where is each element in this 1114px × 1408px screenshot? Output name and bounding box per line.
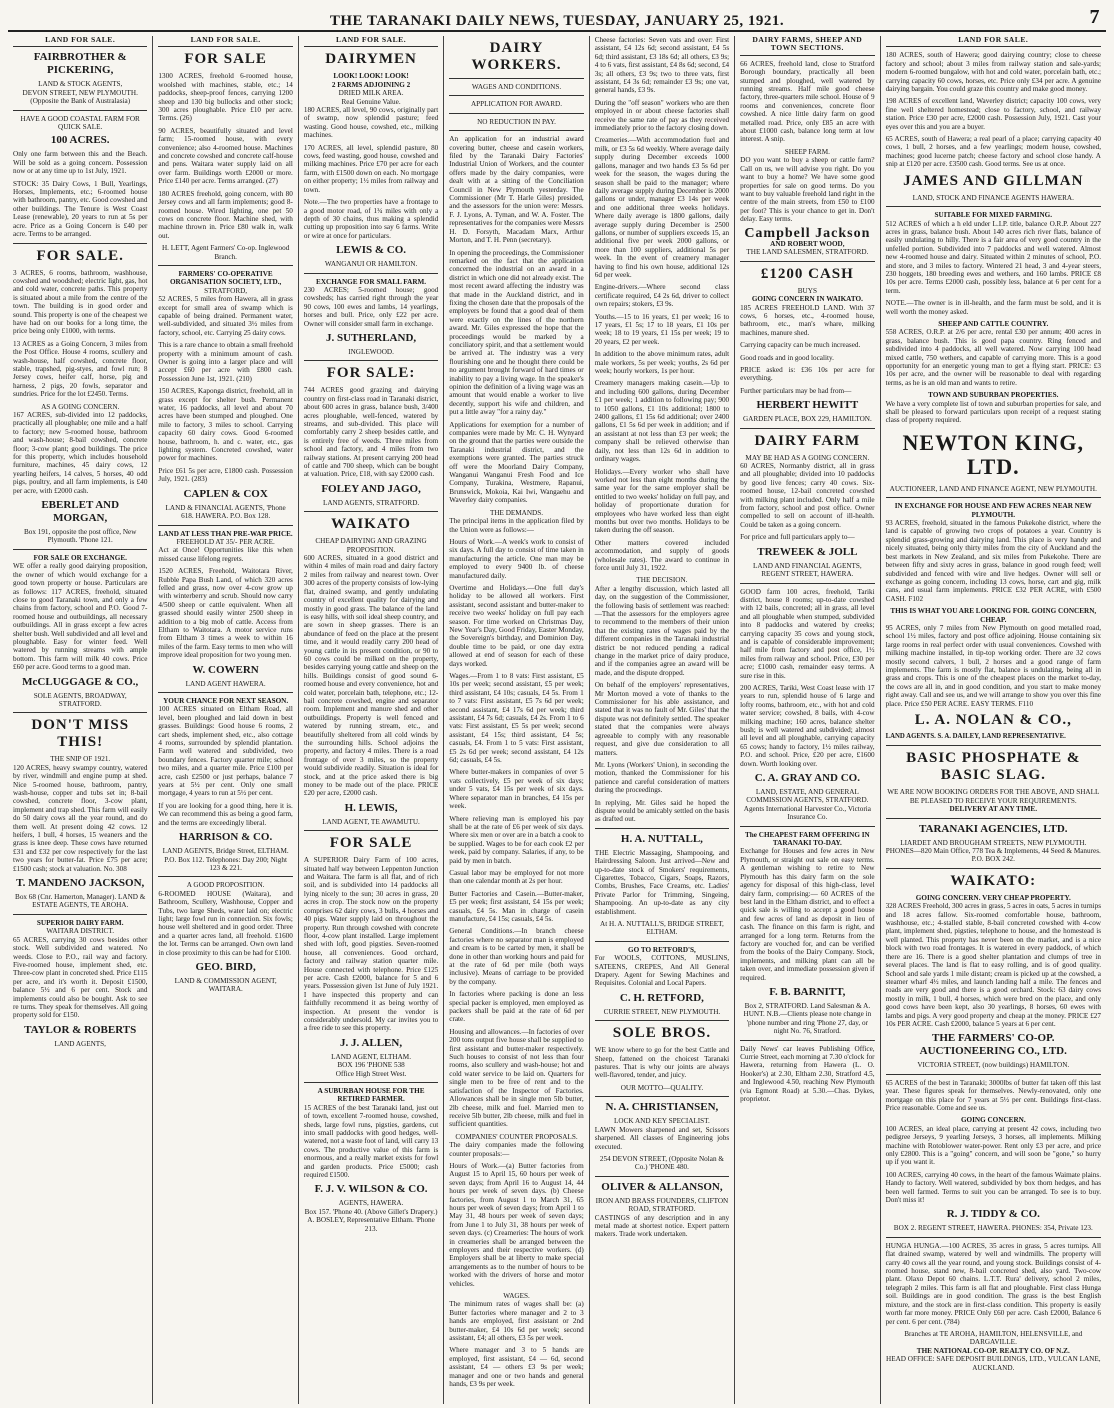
concern-sub: MAY BE HAD AS A GOING CONCERN. <box>745 453 870 462</box>
col1-p7: 120 ACRES, heavy swampy country, watered by river, windmill and engine pump at shed. Nice 5-roomed house, bathroom, pantry, wash-house, copper and tubs set in; 8-bail cowshed, concrete floor, 3-cow plant, implement and trap shed. This farm will easily do 50 dairy cows all the year round, and do them well. At present doing 42 cows. 12 heifers, 1 bull, 4 horses, 15 weaners and the grass is knee deep. These cows have returned £31 and £32 per cow respectively for the last two years for butter-fat. Price £75 per acre; £1500 cash; stock at valuation. No. 308 <box>13 763 148 873</box>
mixed-heading: SUITABLE FOR MIXED FARMING. <box>934 211 1053 220</box>
fairbrother-addr: DEVON STREET, NEW PLYMOUTH. <box>22 88 138 97</box>
fairbrother-sub: LAND & STOCK AGENTS, <box>38 80 123 89</box>
col4-p18: Where manager and 3 to 5 hands are employed, first assistant, £4 — 6d, second assistant, £4 — others £3 9s per week; manager and one or two hands and general hands, £3 9s per week. <box>449 1346 584 1389</box>
mandeno-sub: Box 68 (Cnr. Hamerton, Manager). LAND & ESTATE AGENTS, TE AROHA. <box>15 893 146 910</box>
col5-woods: For WOOLS, COTTONS, MUSLINS, SATEENS, CREPES, And All General Drapery. Agent for Sewing Machines and Requisites. Colonial and Local Papers. <box>594 954 730 988</box>
col5-p13: In replying, Mr. Giles said he hoped the dispute would be amicably settled on the basis as drafted out. <box>594 798 730 824</box>
col4-p8: Where butter-makers in companies of over 5 vats collectively, £5 per week of six days; under 5 vats, £4 15s per week of six days. Where separator man in branches, £4 15s per week. <box>449 768 584 811</box>
tiddy-name: R. J. TIDDY & CO. <box>946 1208 1040 1221</box>
gray-sub: LAND, ESTATE, AND GENERAL COMMISSION AGENTS, STRATFORD. Agents International Harvester Co., Victoria Insurance Co. <box>743 788 871 822</box>
col2-p4: 52 ACRES, 5 miles from Hawera, all in grass except for small area of swamp which is capable of being drained. Permanent water, well-subdivided, and situated 3½ miles from factory, school, etc. Carrying 25 dairy cows. <box>158 295 293 337</box>
col6-header: DAIRY FARMS, SHEEP AND TOWN SECTIONS. <box>740 36 874 56</box>
col6-p8: 60 ACRES, Normanby district, all in grass and all ploughable; divided into 10 paddocks by good live fences; carry 40 cows. Six-roomed house, 12-bail concreted cowshed with milking plant included. Only half a mile from factory, school and post office. Owner compelled to sell on account of ill-health. Could be taken as a going concern. <box>740 462 875 529</box>
col5-p10: After a lengthy discussion, which lasted all day, on the suggestion of the Commissioner, the following basis of settlement was reached:—That the assessors for the employers agree to recommend to the members of their union that the existing rates of wages paid by the different companies in the Taranaki industrial district be not reduced pending a radical change in the market price of dairy produce, and if the companies agree an award will be made, and the dispute dropped. <box>594 584 730 677</box>
col2-forsale: FOR SALE <box>184 51 267 68</box>
hlewis-sub: LAND AGENT, TE AWAMUTU. <box>322 817 420 826</box>
col1-p4: 13 ACRES as a Going Concern, 3 miles from the Post Office. House 4 rooms, scullery and wash-house, half cowshed, concrete floor, stable, trapshed, pig-styes, and fowl run; 8 Jersey cows, heifer calf, horse, pig and harness, 2 pigs, 20 fowls, separator and sundries. Price for the lot £2450. Terms. <box>13 339 148 399</box>
col5-p1: Cheese factories: Seven vats and over: First assistant, £4 12s 6d; second assistant, £4 5s 6d; third assistant, £3 18s 6d; all others, £3 9s; 4 to 6 vats, first assistant, £4 8s 6d; second, £4 3s; all others, £3 9s; two to three vats, first assistant, £4 3s 6d; remainder £3 9s; one vat, general hands, £3 9s. <box>594 36 730 95</box>
col7-p10: 328 ACRES Freehold, 300 acres in grass, 5 acres in oats, 5 acres in turnips and 18 acres fallow. Six-roomed comfortable house, bathroom, washhouse, etc.; 4-stalled stable, 8-bail concreted cowshed with 4-cow plant, implement shed, pigsties, telephone to house, and the homestead is well planted. This property has never been on the market, and is a nice block with two road frontages. It is watered in every paddock, of which there are 16. There is a good shelter plantation and clumps of tree in several places. The land is flat to easy rolling, and is of good quality. School and sale yards 1 mile distant; cream is picked up at the cowshed, a steamer wharf 4½ miles, and launch landing half a mile. The fences and roads are very good and there is a good orchard. Stock: 63 dairy cows mostly in milk, 1 bull, 4 horses, which were bred on the place, and only good cows have been kept, also 30 yearlings, 8 horses, 60 ewes with lambs and pigs. A very good property and cheap at the money. PRICE £27 10s PER ACRE. Cash £2000, balance 5 years at 6 per cent. <box>885 902 1101 1028</box>
col6-p1: 66 ACRES, freehold land, close to Stratford Borough boundary, practically all been stumped and ploughed, well watered by running streams. Half mile good cheese factory, three-quarters mile school. House of 9 rooms and conveniences, concrete floor cowshed. A nice little dairy farm on good metalled road. Price, only £85 an acre with about £1000 cash, balance long term at low interest. A snip. <box>740 59 875 144</box>
taylor-sub: LAND AGENTS, <box>54 1039 106 1048</box>
col4-p2: In opening the proceedings, the Commissioner remarked on the fact that the application concerned the industrial on an award in a district in which one did not already exist. The most recent award affecting the industry was that made in the Auckland district, and in fixing the chosen date that the proposals of the employers be found that a good deal of them were exactly on the lines of the northern award. Mr. Giles expressed the hope that the proceedings would be marked by a conciliatory spirit, and that a settlement would be arrived at. The industry was a very flourishing one and he thought there could be no argument brought forward of hard times or inability to pay a living wage. In the speaker's opinion the definition of a living wage was an amount that would enable a worker to live decently, support his wife and children, and put a little away "for a rainy day." <box>449 248 584 417</box>
col6-p11: 200 ACRES, Tariki, West Coast lease with 17 years to run, splendid house of 6 large and lofty rooms, bathroom, etc., with hot and cold water service; cowshed, 8 bails, with 4-cow milking machine; 160 acres, balance shelter bush; is well watered and subdivided; almost all level and all ploughable, carrying capacity 65 cows; handy to factory, 1½ miles railway, P.O. and school. Price, £20 per acre, £1600 down. Worth looking over. <box>740 683 875 768</box>
christiansen-name: N. A. CHRISTIANSEN, <box>605 1101 719 1114</box>
wood-sub: THE LAND SALESMEN, STRATFORD. <box>746 248 869 257</box>
waikato2-heading: WAIKATO: <box>950 872 1037 889</box>
oliver-name: OLIVER & ALLANSON, <box>601 1180 723 1193</box>
waikato-heading: WAIKATO <box>331 516 411 533</box>
col4-p11: Butter Factories and Casein.—Butter-maker, £5 per week; first assistant, £4 15s per week; casuals, £4 5s. Man in charge of casein manufacture, £4 15s; casuals, £4 5s. <box>449 889 584 923</box>
dont-miss-heading: DON'T MISS THIS! <box>31 717 130 751</box>
cattle-heading: SHEEP AND CATTLE COUNTRY. <box>938 319 1049 328</box>
basic-text: WE ARE NOW BOOKING ORDERS FOR THE ABOVE, AND SHALL BE PLEASED TO RECEIVE YOUR REQUIREMENTS. <box>887 788 1100 805</box>
hlewis-name: H. LEWIS, <box>344 801 398 814</box>
page-number: 7 <box>1089 6 1100 28</box>
masthead <box>8 6 1106 32</box>
col6-p3: 185 ACRES FREEHOLD LAND. With 37 cows, 6 horses, etc., 4-roomed house, bathroom, etc., man's whare, milking machines, manure shed. <box>740 303 875 337</box>
col3-p3: Note.—The two properties have a frontage to a good motor road, of 1¾ miles with only a depth of 30 chains, thus making a splendid cutting up proposition into say 6 farms. Write or wire at once for particulars. <box>303 198 439 240</box>
wilson-sub: AGENTS, HAWERA. <box>338 1199 404 1208</box>
column-7 <box>881 36 1106 1404</box>
allen-office: Office High Street West. <box>335 1069 407 1078</box>
col5-p14: THE Electric Massaging, Shampooing, and Hairdressing Saloon. Just arrived—New and up-to-date stock of Smokers' requirements, Cigarettes, Tobacco, Cigars, Soaps, Razors, Combs, Brushes, Face Creams, etc. Ladies' Private Parlor for Trimming, Singeing, Shampooing. An up-to-date as any city establishment. <box>594 848 730 916</box>
col7-p14: HUNGA HUNGA.—100 ACRES, 35 acres in grass, 5 acres turnips. All flat drained swamp, watered by well and windmills. The property will carry 40 cows all the year round, and young stock. Buildings consist of 4-roomed house, stand new, 8-bail concreted shed, also yard. Two-cow plant. Olaxo Depot 60 chains. L.T.T. Rura' delivery, school 2 miles, telegraph 2 miles. This farm is all flat and ploughable. First class Hunga soil. Buildings are in good condition. The grass is the best English mixture, and the stock are in first-class condition. This property is easily worth far more money. PRICE Only £60 per acre. Cash £2000, Balance 6 per cent. 6 per cent. (784) <box>885 1241 1101 1326</box>
col2-p3: 180 ACRES freehold, going concern, with 80 Jersey cows and all farm implements; good 8-roomed house. Wired lighting, one pet 50 cows on concrete floor. Machine shed, with machine thrown in. Price £80 walk in, walk out. <box>158 189 293 240</box>
demands-heading: THE DEMANDS. <box>489 508 544 517</box>
columns <box>8 36 1106 1404</box>
retford-addr: CURRIE STREET, NEW PLYMOUTH. <box>603 1007 721 1016</box>
sutherland-name: J. SUTHERLAND, <box>325 331 417 344</box>
realty-name: THE NATIONAL CO-OP. REALTY CO. OF N.Z. <box>916 1346 1070 1355</box>
good-prop: A GOOD PROPOSITION. <box>186 881 265 890</box>
col3-p1: 180 ACRES, all level, 90 cows, originally part of swamp, now splendid pasture; feed wasting. Good house, cowshed, etc., milking machines. <box>303 106 439 140</box>
buys: BUYS <box>797 286 817 295</box>
col6-p10: GOOD farm 100 acres, freehold, Tariki district, house 8 rooms; up-to-date cowshed with 12 bails, concreted; all in grass, all level and all ploughable when stumped, subdivided into 8 paddocks and watered by creeks; carrying capacity 35 cows and young stock, and is capable of considerable improvement; half mile from factory and post office, 1½ miles from railway and school. Price, £30 per acre; £1000 cash, remainder easy terms. A sure rise in this. <box>740 587 875 680</box>
col4-p6: Overtime and Holidays.—One full day's holiday to be allowed all workers. First assistant, second assistant and butter-maker to receive two weeks' holiday on full pay each season. For time worked on Christmas Day, New Year's Day, Good Friday, Easter Monday, the Sovereign's birthday, and Dominion Day, double time to be paid, or one day extra allowed at end of season for each of these days worked. <box>449 583 584 668</box>
col1-p6: WE offer a really good dairying proposition, the owner of which would exchange for a good town property or house. Particulars are as follows: 117 ACRES, freehold, situated close to good Taranaki town, and only a few chains from factory, school and P.O. Good 7-roomed house and outbuildings, all necessary outbuildings. All in grass except a few acres shelter bush. Well subdivided and all level and ploughable. Easy for winter feed. Well watered by running streams with ample bottom. This farm will milk 40 cows. Price £60 per acre. Good terms to a good man. <box>13 562 148 672</box>
fairbrother-addr2: (Opposite the Bank of Australasia) <box>30 97 131 106</box>
quick-sale: QUICK SALE. <box>58 123 103 132</box>
lett-sig: H. LETT, Agent Farmers' Co-op. Inglewood Branch. <box>161 244 290 261</box>
freehold-sub: FREEHOLD AT 35/- PER ACRE. <box>176 537 275 546</box>
motto: OUR MOTTO—QUALITY. <box>620 1083 704 1092</box>
retford-name: C. H. RETFORD, <box>619 991 704 1004</box>
masthead-title: THE TARANAKI DAILY NEWS, TUESDAY, JANUARY 25, 1921. <box>329 13 785 29</box>
going-concern: AS A GOING CONCERN. <box>41 402 120 411</box>
tagencies-phones: PHONES—820 Main Office, 778 Tea & Implements, 44 Seed & Manures. P.O. BOX 242. <box>885 847 1101 864</box>
town-heading: TOWN AND SUBURBAN PROPERTIES. <box>928 391 1059 400</box>
wilson-name: F. J. V. WILSON & CO. <box>314 1183 428 1196</box>
dairymen-heading: DAIRYMEN <box>325 51 417 68</box>
col4-p4: The principal items in the application filed by the Union were as follows:— <box>449 517 584 534</box>
col5-p8: Holidays.—Every worker who shall have worked not less than eight months during the same year for the same employer shall be entitled to two weeks' holiday on full pay, and holiday of proportionate duration for employees who have worked less than eight months but over two months. Holidays to be taken during the off season. <box>594 467 730 535</box>
col7-header: LAND FOR SALE. <box>886 36 1101 47</box>
tiddy-sub: BOX 2. REGENT STREET, HAWERA. PHONES: 354, Private 123. <box>893 1224 1093 1233</box>
farmers-coop: FARMERS' CO-OPERATIVE ORGANISATION SOCIETY, LTD., <box>169 269 282 287</box>
barnitt-name: F. B. BARNITT, <box>769 985 846 998</box>
col1-p1: Only one farm between this and the Beach. Will be sold as a going concern. Possession now or at any time up to 1st July, 1921. <box>13 150 148 176</box>
wages-heading: WAGES. <box>503 1292 530 1301</box>
mccluggage-sub: SOLE AGENTS, BROADWAY, STRATFORD. <box>33 691 127 708</box>
wilson-box: Box 157. 'Phone 40. (Above Gillet's Drapery.) <box>304 1207 438 1216</box>
realty-sub: HEAD OFFICE: SAFE DEPOSIT BUILDINGS, LTD., VULCAN LANE, AUCKLAND. <box>886 1355 1101 1372</box>
col5-p17: CASTINGS of any description and in any metal made at shortest notice. Expert pattern makers. Trade work undertaken. <box>594 1213 730 1239</box>
treweek-name: TREWEEK & JOLL <box>757 545 858 558</box>
tagencies-sub: LIARDET AND BROUGHAM STREETS, NEW PLYMOUTH. <box>900 838 1087 847</box>
col5-p6: In addition to the above minimum rates, adult male workers, 5s per week; youths, 2s 6d per week; hourly workers, 1s per hour. <box>594 350 730 376</box>
column-3 <box>299 36 444 1404</box>
prewar-heading: LAND AT LESS THAN PRE-WAR PRICE. <box>158 529 293 538</box>
retford-heading: GO TO RETFORD'S, <box>628 945 696 954</box>
fco-sub: VICTORIA STREET, (now buildings) HAMILTON. <box>917 1061 1070 1070</box>
going-waikato: GOING CONCERN IN WAIKATO. <box>751 295 863 304</box>
proposals-heading: COMPANIES' COUNTER PROPOSALS. <box>455 1132 578 1141</box>
col2-p11: 6-ROOMED HOUSE (Waitara), and Bathroom, Scullery, Washhouse, Copper and Tubs, two large Sheds, water laid on; electric light; large fowl run in connection. Six fowls; house well sheltered and in good order. Three and a quarter acres land, all freehold. £1600 the lot. Terms can be arranged. Own own land in close proximity to this can be had for £100. <box>158 889 293 957</box>
gc-sub: GOING CONCERN. VERY CHEAP PROPERTY. <box>915 893 1071 902</box>
allen-name: J. J. ALLEN, <box>340 1036 403 1049</box>
col7-p8: 95 ACRES, only 7 miles from New Plymouth on good metalled road, school 1½ miles, factory and post office adjoining. House containing six large rooms in real perfect order with usual conveniences. Cowshed with milking machine installed, in tip-top working order. There are 32 cows mostly second calvers, 1 bull, 2 horses and a good range of farm implements. The farm is mostly flat, balance is undulating, being all in grass and crops. This is one of the cheapest places on the market to-day, the cows are all in, and in good condition, and you start to make money right away. Call and see us, and we will arrange to show you over this fine place. Price £50 PER ACRE. EASY TERMS. F110 <box>885 623 1101 708</box>
col2-p9: 100 ACRES situated on Eltham Road, all level, been ploughed and laid down in best grasses. Buildings: Good house 6 rooms, 2 cart sheds, implement shed, etc., also cottage 4 rooms, surrounded by splendid plantation. Farm well watered and subdivided, two boundary fences. Factory quarter mile; school two miles, and a quarter mile. Price £100 per acre, cash £2500 or just perhaps, balance 7 years at 5½ per cent. Only one small mortgage, 4 years to run at 5½ per cent. <box>158 705 293 798</box>
barnitt-sub: Box 2, STRATFORD. Land Salesman & A. HUNT. N.B.—Clients please note change in 'phone number and ring 'Phone 27, day, or night No. 76, Stratford. <box>743 1001 872 1036</box>
basic-heading: BASIC PHOSPHATE & BASIC SLAG. <box>906 750 1081 784</box>
column-5 <box>590 36 735 1404</box>
col6-p6: PRICE asked is: £36 10s per acre for everything. <box>740 366 875 383</box>
col4-p15: The dairy companies made the following counter proposals:— <box>449 1141 584 1158</box>
col6-p7: Further particulars may be had from— <box>740 386 852 395</box>
col3-p5: 744 ACRES good grazing and dairying country on first-class road in Taranaki district, about 600 acres in grass, balance bush, 3/400 acres ploughable, well-fenced, watered by streams, and sub-divided. This place will comfortably carry 2 sheep besides cattle, and is entirely free of weeds. Three miles from school and factory, and 4 miles from two railway stations. At present carrying 200 head of cattle and 700 sheep, which can be bought at valuation. Price, £18, with say £2000 cash. <box>303 386 439 479</box>
col5-p9: Other matters covered included accommodation, and supply of goods (wholesale rates). The award to continue in force until July 31, 1922. <box>594 538 730 572</box>
exch-heading: IN EXCHANGE FOR HOUSE AND FEW ACRES NEAR NEW PLYMOUTH. <box>894 502 1092 519</box>
foley-sub: LAND AGENTS, STRATFORD. <box>322 498 420 507</box>
chance-heading: YOUR CHANCE FOR NEXT SEASON. <box>163 697 289 705</box>
sheep-farm: SHEEP FARM. <box>784 147 830 156</box>
col2-p10: If you are looking for a good thing, here it is. We can recommend this as being a good farm, and the terms are exceedingly liberal. <box>158 801 293 827</box>
nuttall-name: H. A. NUTTALL, <box>620 832 703 845</box>
col5-p3: Creameries.—With accommodation fuel and milk, or £3 5s 6d weekly. Where average daily supply during December exceeds 1000 gallons, manager and two hands £3 5s 6d per week for the season, the wages during the season shall be paid to the manager; where daily average supply during December is 2000 gallons or under, manager £3 14s per week and one additional three weeks holidays. Where daily average is 1800 gallons, daily average supply during December is 2500 gallons, or number of suppliers exceeds 15, an additional five per week 2000 gallons, or more than 100 suppliers, additional 5s per week. In the event of creamery manager having to find his own house, additional 12s 6d per week. <box>594 136 730 279</box>
col5-p5: Youths.—15 to 16 years, £1 per week; 16 to 17 years, £1 5s; 17 to 18 years, £1 10s per week; 18 to 19 years, £1 15s per week; 19 to 20 years, £2 per week. <box>594 312 730 346</box>
hewitt-sub: GARDEN PLACE, BOX 229, HAMILTON. <box>742 415 872 424</box>
superior-heading: SUPERIOR DAIRY FARM. <box>36 918 124 927</box>
col3-p4: 230 ACRES; 5-roomed house; good cowsheds; has carried right through the year 90 cows, 100 ewes and lambs, 14 yearlings, horses and bull. Price, only £22 per acre. Owner will consider small farm in exchange. <box>303 285 439 328</box>
hewitt-name: HERBERT HEWITT <box>756 399 859 412</box>
fco-name: THE FARMERS' CO-OP. AUCTIONEERING CO., LTD. <box>919 1032 1067 1058</box>
real-line: Real Genuine Value. <box>341 97 401 106</box>
christiansen-sub: LOCK AND KEY SPECIALIST. <box>614 1117 710 1126</box>
col6-p4: Carrying capacity can be much increased. <box>740 341 861 350</box>
james-sub: LAND, STOCK AND FINANCE AGENTS HAWERA. <box>912 193 1074 202</box>
decision-heading: THE DECISION. <box>636 576 688 585</box>
col4-p14: Housing and allowances.—In factories of over 200 tons output five house shall be supplied to first assistant and butter-maker respectively. Such houses to consist of not less than four rooms, also scullery and wash-house; hot and cold water service to be laid on. Quarters for single men to be free of rent and to the satisfaction of the Inspector of Factories. Allowances shall be in single men 5lb butter, 2lb cheese, milk and fuel. Married men to receive 5lb butter, 2lb cheese, milk and fuel in sufficient quantities. <box>449 1027 584 1129</box>
col4-p1: An application for an industrial award covering butter, cheese and casein workers, filed by the Taranaki Dairy Factories' Industrial Union of Workers, and the counter offers made by the dairy companies, were dealt with at a sitting of the Conciliation Council in New Plymouth yesterday. The Commissioner (Mr T. Harle Giles) presided, and the assessors for the union were: Messrs. F. J. Lyons, A. Tyman, and W. A. Foster. The representatives for the companies were Messrs H. D. Forsyth, Macadam Marx, Arthur Morton, and T. H. Penn (secretary). <box>449 135 584 245</box>
col1-p2: STOCK: 35 Dairy Cows, 1 Bull, Yearlings, Horses, Implements, etc.; 6-roomed house with bathroom, pantry, etc. Good cowshed and other buildings. The Tenure is West Coast Lease (renewable), 20 years to run at 5s per acre. Price as a Going Concern is £40 per acre. Terms to be arranged. <box>13 179 148 239</box>
bird-sub: LAND & COMMISSION AGENT, WAITARA. <box>174 976 277 994</box>
stratford: STRATFORD, <box>204 286 248 295</box>
col2-p7: Price £61 5s per acre, £1800 cash. Possession July, 1921. (283) <box>158 466 293 484</box>
nolan-agents: LAND AGENTS. S. A. DAILEY, LAND REPRESENTATIVE. <box>885 733 1066 740</box>
col1-p5: 167 ACRES, sub-divided into 12 paddocks, practically all ploughable; one mile and a half to factory; new 5-roomed house, bathroom and wash-house; 8-bail cowshed, concrete floor; 3-cow plant; good buildings. The price for this property, which includes household furniture, machines, 45 dairy cows, 12 yearling heifers, 14 calves, 5 horses, 40 odd pigs, poultry, and all farm implements, is £40 per acre, with £2000 cash. <box>13 411 148 495</box>
column-1 <box>8 36 153 1404</box>
sole-bros: SOLE BROS. <box>612 1025 712 1042</box>
mandeno-name: T. MANDENO JACKSON, <box>16 877 145 890</box>
allen-box: BOX 196 'PHONE 538 <box>337 1061 405 1070</box>
col6-p9: For price and full particulars apply to— <box>740 533 855 542</box>
col4-sub1: WAGES AND CONDITIONS. <box>471 83 562 91</box>
col3-forsale: FOR SALE: <box>326 365 416 382</box>
col5-p15: WE know where to go for the best Cattle and Sheep, fattened on the choicest Taranaki pastures. That is why our joints are always well-flavored, tender, and juicy. <box>594 1046 730 1080</box>
dried-line: DRIED MILK AREA. <box>338 89 404 98</box>
nuttall-addr: At H. A. NUTTALL'S, BRIDGE STREET, ELTHAM. <box>600 920 724 937</box>
col7-p7: 93 ACRES, freehold, situated in the famous Pukekohe district, where the land is capable of growing two crops of potatoes a year. Country is splendid grass-growing and dairying land. This place is very handy and nicely situated, being only thirty miles from the city of Auckland and the best markets in New Zealand, and six miles from Pukekohe. There are between fifty and sixty acres in grass, balance in good rough feed; well subdivided and fenced with wire and live hedges. Owner will sell or exchange as going concern, including 13 cows, horse, cart and gig, milk cans, and usual farm implements. PRICE £32 PER ACRE, with £500 CASH. F102 <box>885 519 1101 603</box>
col5-p11: On behalf of the employers' representatives, Mr Morton moved a vote of thanks to the Commissioner for his able assistance, and stated that it was no fault of Mr. Giles' that the dispute was not definitely settled. The speaker stated that the companies were always agreeable to comply with any reasonable request, and give due consideration to all matters. <box>594 681 730 757</box>
col6-p2: DO you want to buy a sheep or cattle farm? Call on us, we will advise you right. Do you want to buy a home? We have some good properties for sale on good terms. Do you want to buy valuable freehold land right in the centre of the main streets, from £50 to £100 per foot? This is your chance to get in. Don't delay. Easy terms. <box>740 156 875 224</box>
col4-p9: Where relieving man is employed his pay shall be at the rate of £6 per week of six days. Where six men or over are in a batch a cook to be supplied. Wages to be for each cook £2 per week, paid by company. Salaries, if any, to be paid by men in batch. <box>449 814 584 865</box>
col4-p16: Hours of Work.—(a) Butter factories from August 15 to April 15, 60 hours per week of seven days; from April 16 to August 14, 44 hours per week of seven days. (b) Cheese factories, from August 1 to March 31, 65 hours per week of seven days; from April 1 to May 31, 48 hours per week of seven days; from June 1 to July 31, 38 hours per week of seven days. (c) Creameries: The hours of work in creameries shall be arranged between the employers and their respective workers. (d) Employers shall be at liberty to make special arrangements as to the number of hours to be worked with the drivers of horse and motor vehicles. <box>449 1161 584 1288</box>
eberlet-name: EBERLET AND MORGAN, <box>41 499 120 525</box>
col2-p1: 1300 ACRES, freehold 6-roomed house, woolshed with machines, stable, etc.; 14 paddocks, sheep-proof fences, carrying 1200 sheep and 130 big bullocks and other stock; 300 acres ploughable. Price £10 per acre. Terms. (26) <box>158 72 293 123</box>
col4-p10: Casual labor may be employed for not more than one calendar month at 2s per hour. <box>449 868 584 886</box>
foley-name: FOLEY AND JAGO, <box>321 482 421 495</box>
james-gillman: JAMES AND GILLMAN <box>903 172 1084 189</box>
farms-line: 2 FARMS ADJOINING 2 <box>331 80 411 89</box>
col5-p7: Creamery managers making casein.—Up to and including 600 gallons, during December £1 per week; 1 addition to following pay; 900 to 1050 gallons, £1 10s additional; 1800 to 2400 gallons, £1 15s 6d additional; over 2400 gallons, £1 5s 6d per week in addition; and if an assistant at not less than £3 per week; the company shall be relieved otherwise than daily, not less than 12s 6d in addition to ordinary wages. <box>594 379 730 464</box>
acres-100: 100 ACRES. <box>50 134 110 147</box>
fairbrother-name: FAIRBROTHER & PICKERING, <box>33 51 127 77</box>
gc2-heading: GOING CONCERN. <box>960 1116 1026 1125</box>
column-4 <box>444 36 589 1404</box>
col5-p12: Mr. Lyons (Workers' Union), in seconding the motion, thanked the Commissioner for his patience and careful consideration of matters during the proceedings. <box>594 760 730 795</box>
col7-p11: 65 ACRES of the best in Taranaki; 3000lbs of butter fat taken off this last year. These figures speak for themselves. Newly-renovated, only one mortgage on this place for 7 years at 5½ per cent. Buildings first-class. Price reasonable. Come and see us. <box>885 1078 1101 1112</box>
dairy-workers-title: DAIRY WORKERS. <box>471 40 562 73</box>
col7-p1: 180 ACRES, south of Hawera; good dairying country; close to cheese factory and school; about 3 miles from railway station and sale-yards; modern 6-roomed bungalow, with hot and cold water, porcelain bath, etc.; carrying capacity 60 cows, horses, etc. Price only £34 per acre. A genuine dairying bargain. You could graze this country and make good money. <box>885 51 1101 94</box>
col4-p17: The minimum rates of wages shall be: (a) Butter factories where manager and 2 to 3 hands are employed, first assistant or 2nd butter-maker, £4 10s 6d per week; second assistant, £4; all others, £3 5s per week. <box>449 1300 584 1343</box>
col2-header: LAND FOR SALE. <box>158 36 292 47</box>
col3-header: LAND FOR SALE. <box>304 36 438 47</box>
oliver-sub: IRON AND BRASS FOUNDERS, CLIFTON ROAD, STRATFORD. <box>595 1196 729 1214</box>
col7-p4: 512 ACRES of which a h eld under L.I.P. title, balance O.R.P. About 227 acres in grass, balance bush. About 140 acres rich river flats, balance of easily undulating to hilly. There is a fair area of very good country in the unfelled portion. Subdivided into 7 paddocks and well watered. Almost new 4-roomed house and dairy. Situated within 2 minutes of school, P.O. and store, and 3 miles to factory. Wintered 21 head, 3 and 4-year steers, 230 hoggets, 180 breeding ewes and wethers, and 160 lambs. PRICE £8 10s per acre. Terms £2000 cash, possibly less, balance at 6 per cent for a term. <box>885 219 1101 295</box>
col3-p8: 15 ACRES of the best Taranaki land, just out of town, excellent 7-roomed house, cowshed, sheds, large fowl runs, pigsties, gardens, cut into small paddocks with good hedges, well-watered, not a waste foot of land, will carry 13 cows. The productive value of this farm is enormous, and a really market exists for fowl and garden products. Price £5000; cash required £1500. <box>303 1103 439 1180</box>
col2-p8: 1520 ACRES, Freehold, Waitotara River, Rubble Papa Bush Land, of which 320 acres felled and grass, now over 4-cow grow up with winterberry and scrub. Should now carry 4/500 sheep or cattle equivalent. When all grassed should easily winter 2500 sheep in addition to a big mob of cattle. Access from Eltham to Waitotara. A motor service runs from Eltham 3 times a week to within 16 miles of the farm. Easy terms to men who will improve ideal proposition for two young men. <box>158 567 293 660</box>
col7-p12: 100 ACRES, an ideal place, carrying at present 42 cows, including two pedigree Jerseys, 9 yearling Jerseys, 3 horses, all implements. Milking machine with Rotoblower water-power. Rent only £3 per acre, and price only £2800. This is a "going" concern, and will soon be "gone," so hurry up if you want it. <box>885 1124 1101 1167</box>
col6-p13: Daily News' car leaves Publishing Office, Currie Street, each morning at 7.30 o'clock for Hawera, returning from Hawera (L. O. Hooker's) at 2.30, Eltham 2.30, Stratford 4.5, and Inglewood 4.50, reaching New Plymouth (via Egmont Road) at 5.30.—Chas. Dykes, proprietor. <box>740 1044 875 1104</box>
wood-name: AND ROBERT WOOD, <box>770 239 845 248</box>
col5-p2: During the "off season" workers who are then employed in or about cheese factories shall receive the same rate of pay as they received immediately prior to the factory closing down. <box>594 98 730 133</box>
looking-heading: THIS IS WHAT YOU ARE LOOKING FOR. GOING CONCERN, CHEAP. <box>890 607 1097 624</box>
exchange-small: EXCHANGE FOR SMALL FARM. <box>316 277 427 286</box>
col1-p3: 3 ACRES, 6 rooms, bathroom, washhouse, cowshed and woodshed; electric light, gas, hot and cold water, concrete paths. This property is situated about a mile from the centre of the town. The building is in good order and sound. This property is one of the cheapest we have had on our books for a long time, the price being only £1000, with terms. <box>13 268 148 336</box>
bird-name: GEO. BIRD, <box>195 960 256 973</box>
exchange-heading: FOR SALE OR EXCHANGE. <box>33 553 127 562</box>
col3-p6: 600 ACRES, situated in a good district and within 4 miles of main road and dairy factory 2 miles from railway and nearest town. Over 300 acres of the property consists of low-lying flat, drained swamp, and gently undulating country of excellent quality for dairying and mostly in good grass. The balance of the land is easy hills, with soil ideal sheep country, and are sown in sheep grasses. There is an abundance of feed on the place at the present time, and it would readily carry 200 head of young cattle in its present condition, or 90 to 60 cows could be milked on the property, besides carrying young cattle and sheep on the hills. Buildings consist of good sound 6-roomed house and every convenience, hot and cold water, porcelain bath, telephone, etc.; 12-bail concrete cowshed, engine and separator room. Implement and manure shed and other outbuildings. Property is well fenced and watered by running stream, etc., and beautifully sheltered from all cold winds by the surrounding hills. School adjoins the property, and factory 4 miles. There is a road frontage of over 3 miles, so the property would subdivide readily. Situation is ideal for stock, and at the price asked there is big money to be made out of the place. PRICE £20 per acre, £2000 cash. <box>303 554 439 798</box>
col3-p7: A SUPERIOR Dairy Farm of 100 acres, situated half way between Leppenton Junction and Waitara. The farm is all flat, and of rich soil, and is subdivided into 14 paddocks all lying nicely to the sun; 30 acres in grass, 20 acres in crop. The stock now on the property comprises 62 dairy cows, 3 bulls, 4 horses and 40 pigs. Water supply laid on throughout the property. Run through cowshed with concrete floor, 4-cow plant installed. Large implement shed with loft, good pigsties. Seven-roomed house, all conveniences. Good orchard, factory and railway station quarter mile. House connected with telephone. Price £125 per acre. Cash £2000, balance for 5 and 6 years. Possession given 1st June of July 1921. I have inspected this property and can faithfully recommend it as being worthy of inspection. At present the vendor is considerably undersold. My car invites you to a free ride to see this property. <box>303 856 439 1033</box>
col1-p8: 65 ACRES, carrying 30 cows besides other stock. Well subdivided and watered. No weeds. Close to P.O., rail way and factory. Five-roomed house, implement shed, etc. Three-cow plant in concreted shed. Price £115 per acre, and it's worth it. Deposit £1500, balance 5½ and 6 per cent. Stock and implements could also be bought. Ask to see re turns. They speak for themselves. All going property sold for £150. <box>13 935 148 1020</box>
col3-p2: 170 ACRES, all level, splendid pasture, 80 cows, feed wasting, good house, cowshed and milking machines. Price £70 per acre for each farm, with £1500 down on each. No mortgage on either property; 1½ miles from railway and town. <box>303 143 439 194</box>
taylor-name: TAYLOR & ROBERTS <box>24 1023 137 1036</box>
for-sale-heading: FOR SALE. <box>36 247 124 264</box>
col7-p3: 65 ACRES, south of Hawera; a real pearl of a place; carrying capacity 40 cows, 1 bull, 2 horses, and a few yearlings; modern house, cowshed, machines; good lucerne patch; cheese factory and school close handy. A snip at £120 per acre. £3500 cash. Good terms. See us at once. <box>885 135 1101 169</box>
dairy-farm-heading: DAIRY FARM <box>754 432 861 449</box>
eberlet-box: Box 191, opposite the post office, New Plymouth. 'Phone 121. <box>23 528 137 545</box>
harrison-name: HARRISON & CO. <box>179 831 273 844</box>
col4-p3: Applications for exemption for a number of companies were made by Mr. C. H. Wynyard on the ground that the parties were outside the Taranaki industrial district, and the exemptions were granted. The parties struck off were the Moorland Dairy Company, Wanganui Wanganui Fresh Food and Ice Company, Turakina, Westmere, Rapanui, Brunswick, Mokoia, Kai Iwi, Wangaehu and Waverley dairy companies. <box>449 420 584 505</box>
col7-p13: 100 ACRES, carrying 40 cows, in the heart of the famous Waimate plains. Handy to factory. Well watered, subdivided by box thorn hedges, and has been well farmed. Terms to suit you can be arranged. To see is to buy. Don't miss it! <box>885 1170 1101 1205</box>
delivery: DELIVERY AT ANY TIME. <box>949 805 1038 814</box>
newton-king: NEWTON KING, LTD. <box>902 429 1085 479</box>
column-2 <box>153 36 298 1404</box>
cash-heading: £1200 CASH <box>760 265 854 282</box>
nolan-sub <box>886 733 1101 741</box>
col7-note: NOTE.—The owner is in ill-health, and the farm must be sold, and it is well worth the money asked. <box>885 299 1101 316</box>
christiansen-addr: 254 DEVON STREET, (Opposite Nolan & Co.) 'PHONE 480. <box>599 1154 724 1172</box>
waitara-sub: WAITARA DISTRICT. <box>46 927 114 936</box>
lewis-name: LEWIS & CO. <box>336 244 407 257</box>
col1-header: LAND FOR SALE. <box>13 36 147 47</box>
col5-p16: LAWN Mowers sharpened and set, Scissors sharpened. All classes of Engineering jobs executed. <box>594 1125 730 1151</box>
col2-act: Act at Once! Opportunities like this when missed cause lifelong regrets. <box>158 546 293 563</box>
col3-forsale2: FOR SALE <box>329 835 413 852</box>
bosley: A. BOSLEY, Representative Eltham. 'Phone 213. <box>307 1216 435 1233</box>
col2-p6: 150 ACRES, Kaponga district, freehold, all in grass except for shelter bush. Permanent water, 16 paddocks, all level and about 70 acres have been stumped and ploughed. One mile to factory, 3 miles to school. Carrying capacity 60 dairy cows. Good 6-roomed house, bathroom, h. and c. water, etc., gas lighting system. Concreted cowshed, water power for machines. <box>158 387 293 463</box>
cheapest-heading: The CHEAPEST FARM OFFERING IN TARANAKI TO-DAY. <box>744 830 870 848</box>
newton-sub: AUCTIONEER, LAND AND FINANCE AGENT, NEW PLYMOUTH. <box>889 484 1097 493</box>
col2-p2: 90 ACRES, beautifully situated and level farm; 15-roomed house, with every convenience; also 4-roomed house. Machines and concrete cowshed and concrete calf-house and pens. Waitara water supply laid on all over farm. Buildings worth £2000 or more. Price £140 per acre. Terms arranged. (27) <box>158 126 293 186</box>
caplen-name: CAPLEN & COX <box>183 487 268 500</box>
col4-p13: In factories where packing is done an less special packer is employed, men employed as packers shall be paid at the rate of 6d per crate. <box>449 990 584 1024</box>
caplen-sub: LAND & FINANCIAL AGENTS, 'Phone 618. HAWERA. P.O. Box 128. <box>165 503 286 521</box>
col7-p5: 558 ACRES, O.R.P. at 2/6 per acre, rental £30 per annum; 400 acres in grass, balance bush. This is good papa country. Ring fenced and subdivided into 4 paddocks, all well watered. Now carrying 100 head mixed cattle, 750 wethers, and capable of carrying more. This is a good opportunity for an energetic young man to get a flying start. PRICE: £3 10s per acre, and the owner will be reasonable to deal with regarding terms, as he is an old man and wants to retire. <box>885 328 1101 387</box>
campbell-jackson: Campbell Jackson <box>744 225 871 241</box>
harrison-sub: LAND AGENTS, Bridge Street, ELTHAM. P.O. Box 112. Telephones: Day 200; Night 123 & 221. <box>162 847 289 872</box>
coastal-line: HAVE A GOOD COASTAL FARM FOR <box>20 114 140 123</box>
treweek-sub: LAND AND FINANCIAL AGENTS, REGENT STREET, HAWERA. <box>752 561 862 579</box>
col6-p12: Exchange for Houses and few acres in New Plymouth, or straight out sale on easy terms. A gentleman wishing to retire to New Plymouth has this dairy farm on the sole agency for disposal of this high-class, level dairy farm, comprising:— 60 ACRES of the best land in the Eltham district, and to effect a quick sale is willing to accept a good house and few acres of land as deposit in lieu of cash. The finance on this farm is right, and arranged for a long term. Returns from the factory are vouched for, and can be verified from the books of the Dairy Company. Stock, implements, and milking plant can all be taken over, and immediate possession given if required. <box>740 847 875 982</box>
column-6 <box>735 36 880 1404</box>
snip-sub: THE SNIP OF 1921. <box>50 755 111 764</box>
cheap-sub: CHEAP DAIRYING AND GRAZING PROPOSITION. <box>315 537 427 554</box>
branches: Branches at TE AROHA, HAMILTON, HELENSVILLE, and DARGAVILLE. <box>904 1329 1083 1347</box>
gray-name: C. A. GRAY AND CO. <box>754 772 860 785</box>
mccluggage-name: McCLUGGAGE & CO., <box>22 675 139 688</box>
col4-p5: Hours of Work.—A week's work to consist of six days. A full day to consist of time taken in manufacturing the article. One man may be employed to every 9400 lb. of cheese manufactured daily. <box>449 537 584 580</box>
look-line: LOOK! LOOK! LOOK! <box>333 72 409 81</box>
tagencies-name: TARANAKI AGENCIES, LTD. <box>919 822 1068 835</box>
col4-sub3: NO REDUCTION IN PAY. <box>477 117 556 126</box>
allen-sub: LAND AGENT, ELTHAM. <box>331 1052 411 1061</box>
sutherland-sub: INGLEWOOD. <box>348 347 394 356</box>
col4-p7: Wages.—From 1 to 8 vats: First assistant, £5 10s per week; second assistant, £5 per week; third assistant, £4 10s; casuals, £4 5s. From 1 to 7 vats: First assistant, £5 7s 6d per week; second assistant, £4 17s 6d per week; third assistant, £4 7s 6d; casuals, £4 2s. From 1 to 6 vats: First assistant, £5 5s per week; second assistant, £4 15s; third assistant, £4 5s; casuals, £4. From 1 to 5 vats: First assistant, £5 2s 6d per week; second assistant, £4 12s 6d; casuals, £4 5s. <box>449 672 584 765</box>
col4-sub2: APPLICATION FOR AWARD. <box>470 100 563 109</box>
suburban-heading: A SUBURBAN HOUSE FOR THE RETIRED FARMER. <box>317 1087 425 1104</box>
col5-p4: Engine-drivers.—Where second class certificate required, £4 2s 6d, driver to collect own repairs; stokers, £3 9s. <box>594 283 730 309</box>
nolan-name: L. A. NOLAN & CO., <box>914 712 1072 728</box>
col4-p12: General Conditions.—In branch cheese factories where no separator man is employed and cream is to be carted by men, it shall be done in other than working hours and paid for at the rate of 6d per mile (both ways inclusive). Means of carriage to be provided by the company. <box>449 927 584 986</box>
col2-p5: This is a rare chance to obtain a small freehold property with a minimum amount of cash. Owner is going into a larger place and will accept £60 per acre with £800 cash. Possession June 1st, 1921. (210) <box>158 341 293 383</box>
col7-p2: 198 ACRES of excellent land, Waverley district; capacity 100 cows, very fine well sheltered homestead; close to factory, school, and railway station. Price £30 per acre, £2000 cash. Possession July, 1921. Cast your eyes over this and you are a buyer. <box>885 97 1101 131</box>
cowern-sub: LAND AGENT HAWERA. <box>185 679 266 688</box>
cowern-name: W. COWERN <box>192 663 259 676</box>
col7-p6: We have a very complete list of town and suburban properties for sale, and shall be pleased to forward particulars upon receipt of a request stating class of property required. <box>885 399 1101 425</box>
col6-p5: Good roads and in good locality. <box>740 353 834 362</box>
lewis-sub: WANGANUI OR HAMILTON. <box>324 260 418 269</box>
